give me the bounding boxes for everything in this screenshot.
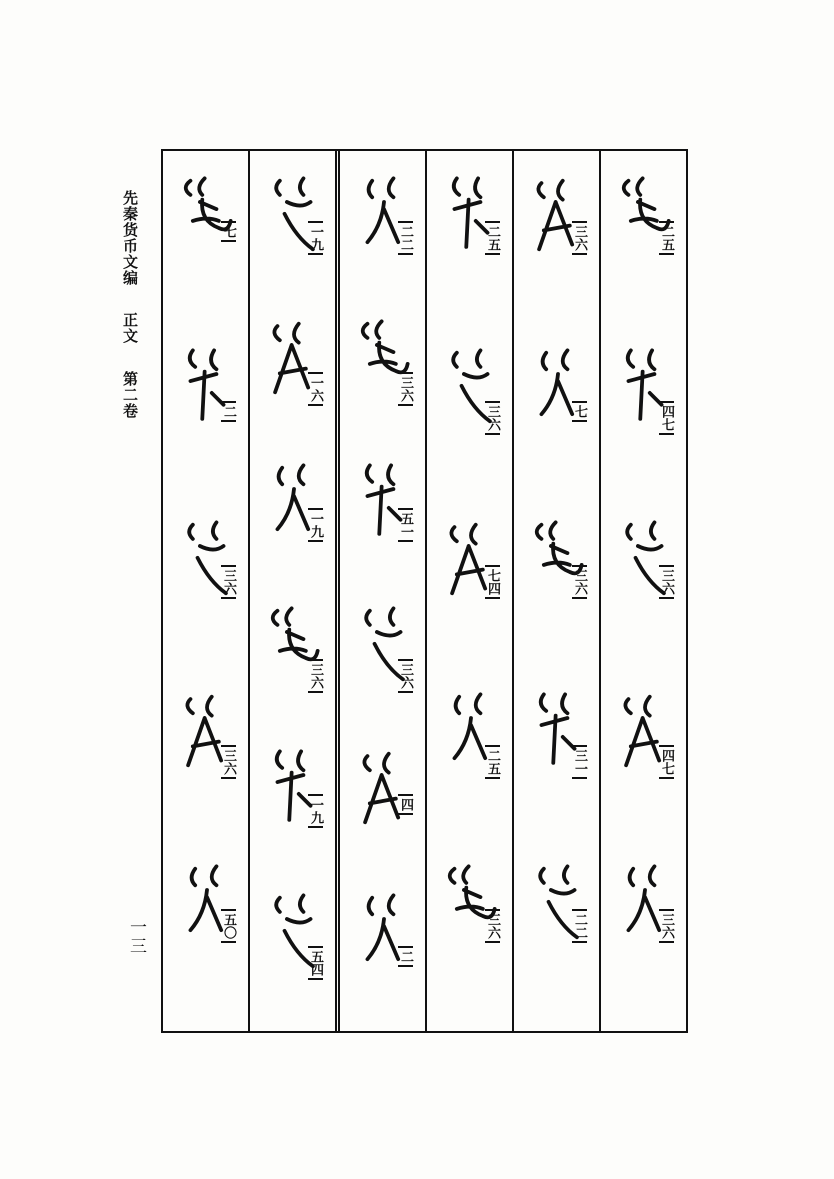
- glyph-entry: [427, 333, 512, 493]
- source-reference-number: 五四: [308, 946, 323, 980]
- source-reference-number: 二五: [485, 221, 500, 255]
- running-header: [122, 190, 137, 419]
- source-reference-number: 二五: [485, 745, 500, 779]
- glyph-entry: [514, 849, 599, 1009]
- source-reference-number: 二二: [398, 221, 413, 255]
- source-reference-number: 一六: [308, 372, 323, 406]
- source-reference-number: 三一: [572, 745, 587, 779]
- source-reference-number: 三六: [659, 565, 674, 599]
- glyph-column: [250, 151, 340, 1031]
- glyph-entry: [250, 304, 335, 464]
- glyph-entry: [340, 304, 425, 464]
- source-reference-number: 四: [398, 794, 413, 815]
- glyph-entry: [250, 878, 335, 1038]
- source-reference-number: 一九: [308, 794, 323, 828]
- source-reference-number: 二: [398, 946, 413, 967]
- source-reference-number: 三六: [308, 659, 323, 693]
- source-reference-number: 三六: [659, 909, 674, 943]
- glyph-column: [514, 151, 601, 1031]
- book-title: 先秦货币文编: [121, 190, 139, 286]
- source-reference-number: 四七: [659, 401, 674, 435]
- glyph-entry: [427, 505, 512, 665]
- glyph-entry: [340, 878, 425, 1038]
- source-reference-number: 三六: [572, 565, 587, 599]
- source-reference-number: 三六: [485, 401, 500, 435]
- glyph-entry: [601, 505, 686, 665]
- source-reference-number: 三六: [572, 221, 587, 255]
- glyph-entry: [427, 161, 512, 321]
- glyph-entry: [601, 849, 686, 1009]
- glyph-entry: [601, 333, 686, 493]
- glyph-entry: [514, 677, 599, 837]
- glyph-entry: [250, 448, 335, 608]
- source-reference-number: 五一: [398, 508, 413, 542]
- section-label: 正文: [121, 312, 139, 345]
- source-reference-number: 三六: [398, 659, 413, 693]
- glyph-column: [340, 151, 427, 1031]
- source-reference-number: 二: [221, 401, 236, 422]
- glyph-entry: [427, 677, 512, 837]
- glyph-entry: [514, 333, 599, 493]
- glyph-entry: [163, 677, 248, 837]
- glyph-entry: [427, 849, 512, 1009]
- source-reference-number: 二二: [572, 909, 587, 943]
- glyph-column: [601, 151, 686, 1031]
- source-reference-number: 七四: [485, 565, 500, 599]
- glyph-entry: [250, 591, 335, 751]
- glyph-column: [163, 151, 250, 1031]
- glyph-entry: [250, 734, 335, 894]
- source-reference-number: 二五: [659, 221, 674, 255]
- source-reference-number: 一九: [308, 221, 323, 255]
- glyph-entry: [250, 161, 335, 321]
- source-reference-number: 一九: [308, 508, 323, 542]
- glyph-entry: [340, 161, 425, 321]
- glyph-entry: [340, 448, 425, 608]
- source-reference-number: 七: [572, 401, 587, 422]
- glyph-entry: [601, 161, 686, 321]
- glyph-entry: [514, 505, 599, 665]
- source-reference-number: 三六: [398, 372, 413, 406]
- glyph-column: [427, 151, 514, 1031]
- glyph-entry: [340, 734, 425, 894]
- ancient-character-glyph: [358, 746, 410, 830]
- source-reference-number: 三六: [221, 565, 236, 599]
- source-reference-number: 三六: [221, 745, 236, 779]
- glyph-entry: [340, 591, 425, 751]
- source-reference-number: 四七: [659, 745, 674, 779]
- glyph-table: [161, 149, 688, 1033]
- glyph-entry: [601, 677, 686, 837]
- source-reference-number: 五〇: [221, 909, 236, 943]
- glyph-entry: [163, 161, 248, 321]
- glyph-entry: [163, 333, 248, 493]
- glyph-entry: [514, 161, 599, 321]
- glyph-entry: [163, 849, 248, 1009]
- glyph-entry: [163, 505, 248, 665]
- source-reference-number: 七: [221, 221, 236, 242]
- source-reference-number: 三六: [485, 909, 500, 943]
- page-number: 一三: [126, 918, 146, 956]
- ancient-character-glyph: [181, 173, 233, 257]
- volume-label: 第二卷: [121, 370, 139, 419]
